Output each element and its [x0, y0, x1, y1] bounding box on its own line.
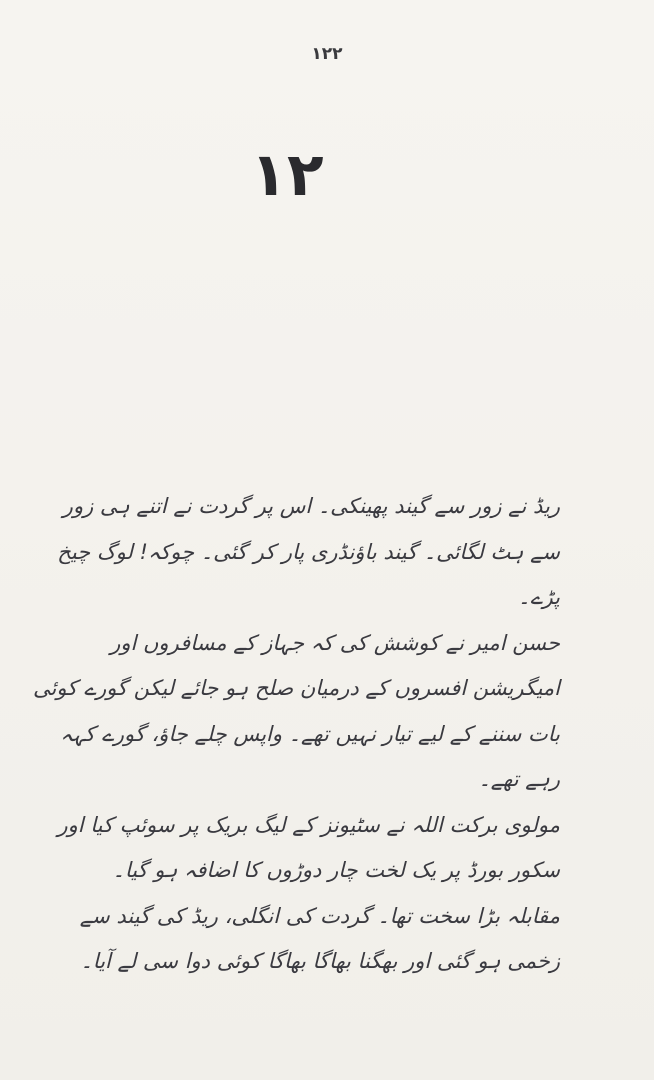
paragraph: مقابلہ بڑا سخت تھا۔ گردت کی انگلی، ریڈ کی گیند سے زخمی ہو گئی اور بھگنا بھاگا بھاگا کوئی دوا سی لے آیا۔: [79, 903, 560, 973]
paragraph: حسن امیر نے کوشش کی کہ جہاز کے مسافروں اور امیگریشن افسروں کے درمیان صلح ہو جائے لیکن گورے کوئی بات سننے کے لیے تیار نہیں تھے۔ واپس چلے جاؤ، گورے کہہ رہے تھے۔: [32, 630, 560, 791]
chapter-body: [28, 484, 560, 985]
chapter-number: ١٢: [250, 140, 324, 210]
paragraph: ریڈ نے زور سے گیند پھینکی۔ اس پر گردت نے اتنے ہی زور سے ہٹ لگائی۔ گیند باؤنڈری پار کر گئی۔ چوکہ! لوگ چیخ پڑے۔: [57, 494, 560, 609]
page-number: ١٢٢: [311, 44, 343, 64]
paragraph: مولوی برکت اللہ نے سٹیونز کے لیگ بریک پر سوئپ کیا اور سکور بورڈ پر یک لخت چار دوڑوں کا اضافہ ہو گیا۔: [57, 812, 560, 882]
